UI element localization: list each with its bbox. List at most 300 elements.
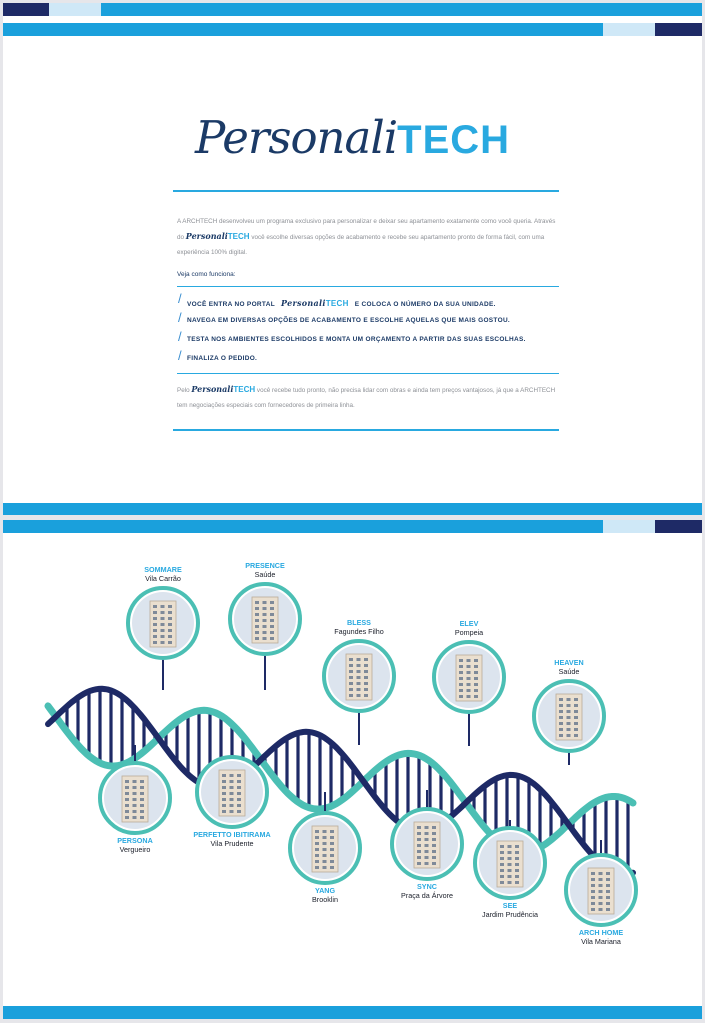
step-text: TESTA NOS AMBIENTES ESCOLHIDOS E MONTA UM ORÇAMENTO A PARTIR DAS SUAS ESCOLHAS. xyxy=(187,336,526,343)
building-window xyxy=(432,850,436,853)
project-neighborhood: Vila Carrão xyxy=(145,574,181,583)
project-neighborhood: Vila Prudente xyxy=(210,839,254,848)
project-name: SOMMARE xyxy=(144,565,182,574)
step-text: VOCÊ ENTRA NO PORTAL xyxy=(187,301,275,308)
building-window xyxy=(330,830,334,833)
building-window xyxy=(222,804,226,807)
building-window xyxy=(357,682,361,685)
building-window xyxy=(125,804,129,807)
building-window xyxy=(574,722,578,725)
building-window xyxy=(599,884,603,887)
inline-logo xyxy=(191,384,255,394)
building-window xyxy=(125,780,129,783)
building-window xyxy=(270,613,274,616)
building-window xyxy=(467,677,471,680)
intro-text-1: A ARCHTECH desenvolveu um programa exclusivo para personalizar e deixar seu apartamento exatamente como você queria. Através do xyxy=(177,218,556,241)
building-window xyxy=(606,878,610,881)
building-window xyxy=(474,695,478,698)
building-window xyxy=(417,856,421,859)
building-window xyxy=(133,780,137,783)
building-window xyxy=(500,863,504,866)
building-window xyxy=(270,607,274,610)
building-window xyxy=(459,677,463,680)
project-name: SEE xyxy=(502,901,518,910)
building-window xyxy=(515,863,519,866)
building-window xyxy=(161,641,165,644)
building-window xyxy=(425,844,429,847)
building-window xyxy=(559,698,563,701)
building-window xyxy=(474,689,478,692)
building-window xyxy=(559,716,563,719)
building-window xyxy=(168,623,172,626)
building-window xyxy=(599,908,603,911)
slash-icon: / xyxy=(178,291,182,306)
building-window xyxy=(349,658,353,661)
building-window xyxy=(467,683,471,686)
building-window xyxy=(222,798,226,801)
header-bar-light xyxy=(49,3,101,16)
building-window xyxy=(330,866,334,869)
building-window xyxy=(168,641,172,644)
inline-logo xyxy=(281,298,349,308)
building-window xyxy=(417,850,421,853)
building-window xyxy=(591,902,595,905)
building-window xyxy=(140,798,144,801)
header-bar-navy xyxy=(3,3,49,16)
building-window xyxy=(591,908,595,911)
building-window xyxy=(255,601,259,604)
step-text: E COLOCA O NÚMERO DA SUA UNIDADE. xyxy=(354,301,496,308)
building-window xyxy=(237,810,241,813)
project-name: PERFETTO IBITIRAMA xyxy=(193,830,271,839)
building-window xyxy=(606,884,610,887)
building-window xyxy=(567,704,571,707)
building-window xyxy=(459,683,463,686)
building-window xyxy=(500,845,504,848)
dna-helix-graphic xyxy=(3,520,702,1019)
building-window xyxy=(153,629,157,632)
building-window xyxy=(515,869,519,872)
building-window xyxy=(364,664,368,667)
building-window xyxy=(222,810,226,813)
building-window xyxy=(500,869,504,872)
building-window xyxy=(432,832,436,835)
building-window xyxy=(417,844,421,847)
inline-logo-script: Personali xyxy=(280,298,326,308)
building-window xyxy=(432,826,436,829)
building-window xyxy=(459,665,463,668)
building-window xyxy=(133,804,137,807)
building-window xyxy=(500,851,504,854)
building-window xyxy=(567,716,571,719)
building-window xyxy=(425,856,429,859)
building-window xyxy=(270,625,274,628)
building-window xyxy=(559,704,563,707)
building-window xyxy=(567,698,571,701)
project-name: SYNC xyxy=(417,882,437,891)
how-it-works-label: Veja como funciona: xyxy=(177,271,236,278)
building-window xyxy=(168,617,172,620)
building-window xyxy=(567,728,571,731)
building-window xyxy=(161,623,165,626)
logo-script-text: Personali xyxy=(194,111,398,164)
building-window xyxy=(591,878,595,881)
building-window xyxy=(153,641,157,644)
step-text: FINALIZA O PEDIDO. xyxy=(187,355,258,362)
building-window xyxy=(459,671,463,674)
building-window xyxy=(425,850,429,853)
inline-logo-script: Personali xyxy=(191,384,234,394)
building-window xyxy=(255,631,259,634)
building-window xyxy=(153,617,157,620)
slash-icon: / xyxy=(178,329,182,344)
building-window xyxy=(222,780,226,783)
building-window xyxy=(574,710,578,713)
building-window xyxy=(133,798,137,801)
building-window xyxy=(467,665,471,668)
building-window xyxy=(500,875,504,878)
building-window xyxy=(599,878,603,881)
building-window xyxy=(315,860,319,863)
building-window xyxy=(508,869,512,872)
building-window xyxy=(474,677,478,680)
building-window xyxy=(125,786,129,789)
building-window xyxy=(364,682,368,685)
building-window xyxy=(133,816,137,819)
building-window xyxy=(270,601,274,604)
building-window xyxy=(125,798,129,801)
building-window xyxy=(270,619,274,622)
building-window xyxy=(474,665,478,668)
building-window xyxy=(425,862,429,865)
personalitech-page xyxy=(3,3,702,515)
building-window xyxy=(357,676,361,679)
building-window xyxy=(567,734,571,737)
building-window xyxy=(606,896,610,899)
building-window xyxy=(230,780,234,783)
building-window xyxy=(161,605,165,608)
building-window xyxy=(323,854,327,857)
building-window xyxy=(591,884,595,887)
building-window xyxy=(574,704,578,707)
building-window xyxy=(364,670,368,673)
header-bar-blue-2 xyxy=(3,23,603,36)
building-window xyxy=(263,601,267,604)
building-window xyxy=(349,694,353,697)
footer-bar-blue xyxy=(3,1006,702,1019)
inline-logo xyxy=(186,231,250,241)
building-window xyxy=(508,845,512,848)
building-window xyxy=(591,872,595,875)
building-window xyxy=(315,866,319,869)
project-neighborhood: Vergueiro xyxy=(119,845,151,854)
slash-icon: / xyxy=(178,348,182,363)
project-neighborhood: Brooklin xyxy=(312,895,338,904)
project-neighborhood: Saúde xyxy=(558,667,580,676)
building-window xyxy=(508,863,512,866)
building-window xyxy=(255,619,259,622)
project-name: HEAVEN xyxy=(554,658,584,667)
divider-top xyxy=(173,190,559,192)
building-window xyxy=(263,607,267,610)
building-window xyxy=(153,605,157,608)
inline-logo-tech: TECH xyxy=(233,385,256,394)
personalitech-logo xyxy=(3,111,702,164)
building-window xyxy=(323,842,327,845)
building-window xyxy=(349,688,353,691)
building-window xyxy=(330,848,334,851)
project-name: ELEV xyxy=(459,619,479,628)
building-window xyxy=(559,728,563,731)
building-window xyxy=(559,722,563,725)
project-name: PRESENCE xyxy=(245,561,285,570)
building-window xyxy=(230,804,234,807)
building-window xyxy=(500,857,504,860)
building-window xyxy=(153,635,157,638)
building-window xyxy=(606,872,610,875)
building-window xyxy=(474,659,478,662)
building-window xyxy=(140,816,144,819)
building-window xyxy=(323,830,327,833)
building-window xyxy=(432,844,436,847)
step-item xyxy=(177,293,563,312)
building-window xyxy=(606,908,610,911)
building-window xyxy=(467,659,471,662)
logo-tech-text: TECH xyxy=(397,118,511,162)
inline-logo-tech: TECH xyxy=(227,232,250,241)
building-window xyxy=(599,902,603,905)
projects-dna-page xyxy=(3,520,702,1019)
building-window xyxy=(417,838,421,841)
building-window xyxy=(508,881,512,884)
building-window xyxy=(432,856,436,859)
building-window xyxy=(222,774,226,777)
building-window xyxy=(161,629,165,632)
building-window xyxy=(357,658,361,661)
building-window xyxy=(270,631,274,634)
building-window xyxy=(515,881,519,884)
building-window xyxy=(500,881,504,884)
building-window xyxy=(425,826,429,829)
building-window xyxy=(237,798,241,801)
outro-paragraph xyxy=(177,382,563,413)
building-window xyxy=(599,890,603,893)
building-window xyxy=(357,664,361,667)
building-window xyxy=(161,617,165,620)
building-window xyxy=(508,875,512,878)
building-window xyxy=(237,774,241,777)
building-window xyxy=(459,689,463,692)
building-window xyxy=(330,836,334,839)
steps-list xyxy=(177,293,563,369)
step-text: NAVEGA EM DIVERSAS OPÇÕES DE ACABAMENTO E ESCOLHE AQUELAS QUE MAIS GOSTOU. xyxy=(187,317,511,324)
building-window xyxy=(349,670,353,673)
building-window xyxy=(349,682,353,685)
building-window xyxy=(222,792,226,795)
building-window xyxy=(161,635,165,638)
building-window xyxy=(263,625,267,628)
building-window xyxy=(140,804,144,807)
building-window xyxy=(567,722,571,725)
building-window xyxy=(574,716,578,719)
building-window xyxy=(237,786,241,789)
building-window xyxy=(237,780,241,783)
building-window xyxy=(140,786,144,789)
building-window xyxy=(270,637,274,640)
building-window xyxy=(559,734,563,737)
divider-bottom xyxy=(173,429,559,431)
building-window xyxy=(330,854,334,857)
building-window xyxy=(591,890,595,893)
building-window xyxy=(315,842,319,845)
slash-icon: / xyxy=(178,310,182,325)
building-window xyxy=(425,832,429,835)
header-bar-navy-2 xyxy=(655,23,702,36)
building-window xyxy=(133,792,137,795)
building-window xyxy=(230,786,234,789)
project-neighborhood: Jardim Prudência xyxy=(482,910,538,919)
building-window xyxy=(467,671,471,674)
project-name: PERSONA xyxy=(117,836,153,845)
building-window xyxy=(133,810,137,813)
inline-logo-script: Personali xyxy=(185,231,228,241)
building-window xyxy=(349,664,353,667)
building-window xyxy=(222,786,226,789)
building-window xyxy=(567,710,571,713)
building-window xyxy=(599,896,603,899)
building-window xyxy=(153,623,157,626)
building-window xyxy=(323,860,327,863)
building-window xyxy=(315,848,319,851)
building-window xyxy=(230,792,234,795)
building-window xyxy=(125,810,129,813)
building-window xyxy=(133,786,137,789)
building-window xyxy=(515,875,519,878)
project-name: ARCH HOME xyxy=(578,928,624,937)
building-window xyxy=(357,670,361,673)
building-window xyxy=(255,613,259,616)
step-item xyxy=(177,350,563,369)
building-window xyxy=(255,637,259,640)
project-neighborhood: Pompeia xyxy=(454,628,484,637)
project-name: BLESS xyxy=(347,618,371,627)
building-window xyxy=(417,826,421,829)
building-window xyxy=(330,842,334,845)
building-window xyxy=(515,851,519,854)
building-window xyxy=(515,857,519,860)
building-window xyxy=(432,862,436,865)
building-window xyxy=(357,688,361,691)
building-window xyxy=(474,671,478,674)
building-window xyxy=(467,695,471,698)
building-window xyxy=(263,637,267,640)
building-window xyxy=(606,902,610,905)
building-window xyxy=(508,851,512,854)
building-window xyxy=(323,866,327,869)
building-window xyxy=(168,605,172,608)
building-window xyxy=(263,631,267,634)
building-window xyxy=(508,857,512,860)
project-neighborhood: Vila Mariana xyxy=(581,937,621,946)
project-neighborhood: Saúde xyxy=(254,570,276,579)
building-window xyxy=(315,836,319,839)
building-window xyxy=(315,830,319,833)
header-bar-light-2 xyxy=(603,23,655,36)
building-window xyxy=(364,676,368,679)
building-window xyxy=(230,798,234,801)
step-item xyxy=(177,331,563,350)
building-window xyxy=(349,676,353,679)
building-window xyxy=(364,694,368,697)
project-neighborhood: Fagundes Filho xyxy=(334,627,384,636)
building-window xyxy=(125,816,129,819)
building-window xyxy=(467,689,471,692)
building-window xyxy=(432,838,436,841)
building-window xyxy=(599,872,603,875)
building-window xyxy=(364,688,368,691)
building-window xyxy=(168,629,172,632)
building-window xyxy=(330,860,334,863)
intro-text-2: você escolhe diversas opções de acabamento e recebe seu apartamento pronto de forma fácil, com uma experiência 100% digital. xyxy=(177,234,545,256)
step-item xyxy=(177,312,563,331)
building-window xyxy=(237,792,241,795)
building-window xyxy=(153,611,157,614)
building-window xyxy=(140,810,144,813)
building-window xyxy=(591,896,595,899)
building-window xyxy=(237,804,241,807)
building-window xyxy=(417,862,421,865)
building-window xyxy=(459,659,463,662)
building-window xyxy=(230,810,234,813)
building-window xyxy=(417,832,421,835)
building-window xyxy=(474,683,478,686)
building-window xyxy=(255,607,259,610)
building-window xyxy=(230,774,234,777)
intro-paragraph xyxy=(177,214,563,260)
building-window xyxy=(364,658,368,661)
building-window xyxy=(606,890,610,893)
building-window xyxy=(168,635,172,638)
building-window xyxy=(574,734,578,737)
building-window xyxy=(263,613,267,616)
outro-text-2: você recebe tudo pronto, não precisa lidar com obras e ainda tem preços vantajosos, já que a ARCHTECH tem negociações especiais com fornecedores de primeira linha. xyxy=(177,387,556,409)
header-bar-blue xyxy=(101,3,702,16)
building-window xyxy=(574,698,578,701)
outro-text-1: Pelo xyxy=(177,387,190,394)
building-window xyxy=(559,710,563,713)
building-window xyxy=(323,836,327,839)
building-window xyxy=(161,611,165,614)
inline-logo-tech: TECH xyxy=(325,299,349,308)
building-window xyxy=(459,695,463,698)
building-window xyxy=(425,838,429,841)
building-window xyxy=(515,845,519,848)
building-window xyxy=(315,854,319,857)
building-window xyxy=(125,792,129,795)
building-window xyxy=(255,625,259,628)
building-window xyxy=(263,619,267,622)
building-window xyxy=(323,848,327,851)
project-neighborhood: Praça da Árvore xyxy=(401,891,453,900)
building-window xyxy=(357,694,361,697)
building-window xyxy=(140,780,144,783)
project-name: YANG xyxy=(314,886,336,895)
building-window xyxy=(574,728,578,731)
building-window xyxy=(168,611,172,614)
divider-how xyxy=(177,286,559,287)
building-window xyxy=(140,792,144,795)
footer-bar-blue xyxy=(3,503,702,515)
